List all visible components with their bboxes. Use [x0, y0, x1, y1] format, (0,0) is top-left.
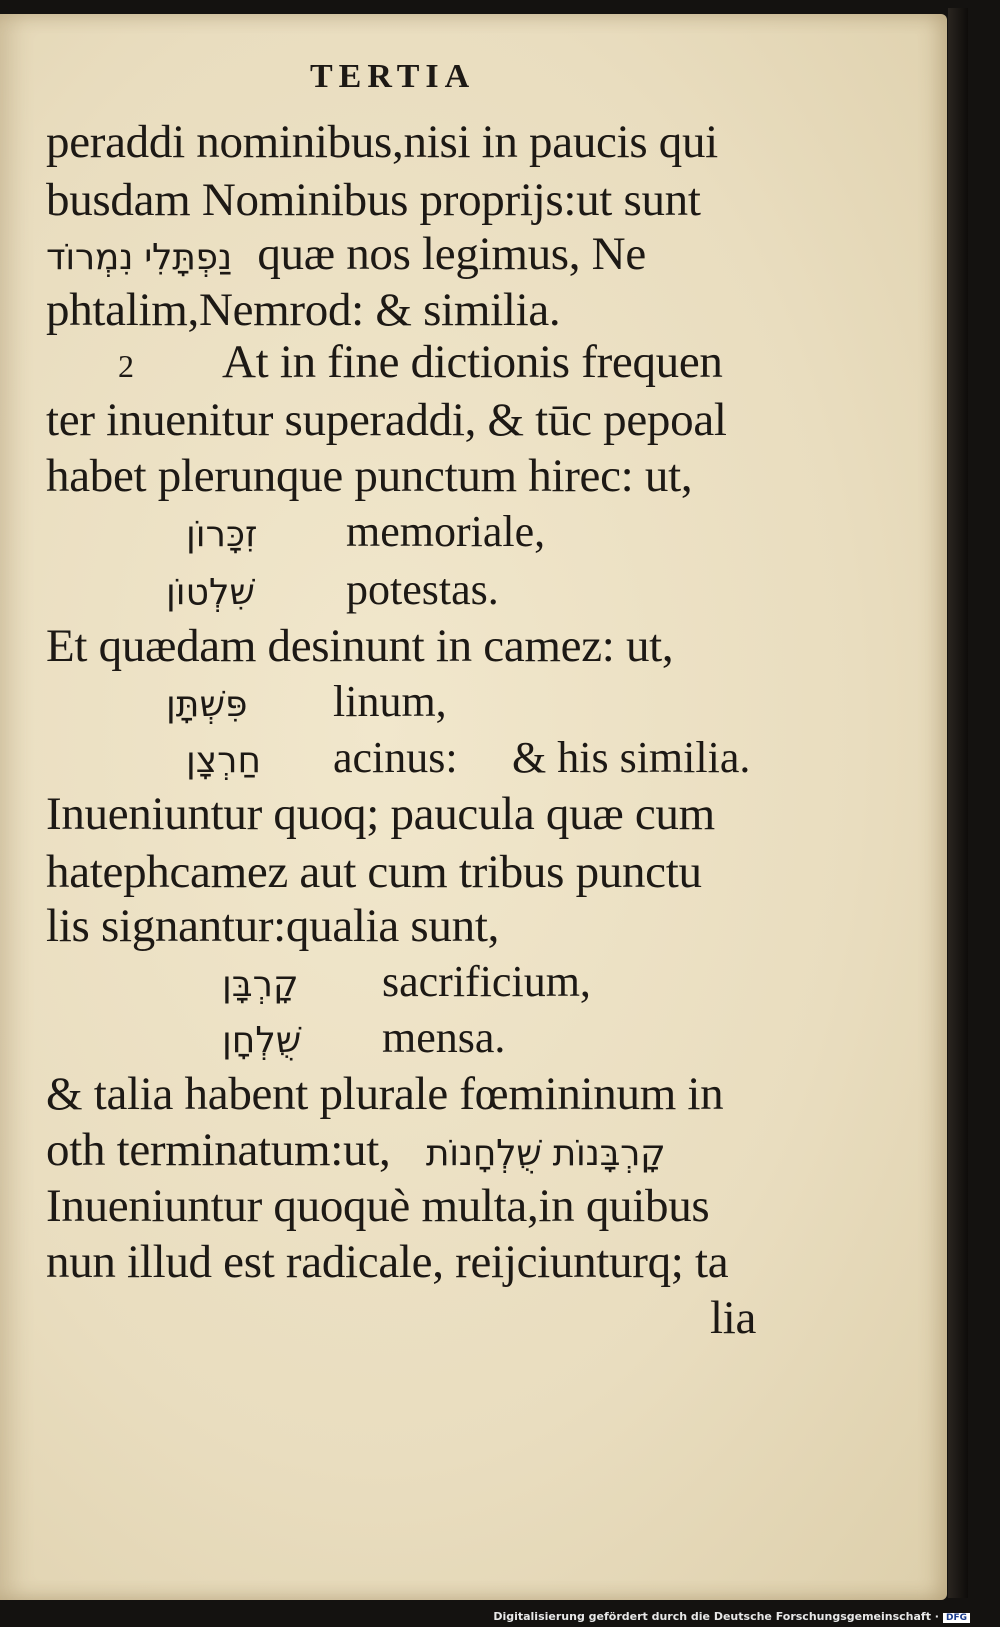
running-head: TERTIA	[310, 58, 476, 95]
text-line: & talia habent plurale fœmininum in	[46, 1068, 724, 1120]
text-line: Inueniuntur quoquè multa,in quibus	[46, 1180, 710, 1232]
text-line	[46, 1122, 665, 1182]
hebrew-names: נַפְתָּלִי נִמְרוֹד	[46, 237, 232, 278]
book-edge	[948, 8, 968, 1598]
text-line: busdam Nominibus proprijs:ut sunt	[46, 174, 701, 226]
book-page	[0, 14, 947, 1600]
hebrew-word: שִׁלְטוֹן	[166, 572, 255, 613]
hebrew-plurals: קָרְבָּנוֹת שֻׁלְחָנוֹת	[425, 1133, 666, 1174]
text-line: habet plerunque punctum hirec: ut,	[46, 450, 693, 502]
text-line: Et quædam desinunt in camez: ut,	[46, 620, 674, 672]
catchword: lia	[710, 1292, 757, 1344]
latin-gloss: potestas.	[346, 565, 499, 614]
text-line: Inueniuntur quoq; paucula quæ cum	[46, 788, 715, 840]
latin-gloss: & his similia.	[512, 733, 751, 782]
hebrew-word: פִּשְׁתָּן	[166, 684, 248, 725]
section-number: 2	[118, 348, 134, 384]
text-fragment: quæ nos legimus, Ne	[257, 228, 646, 280]
text-line	[46, 226, 646, 286]
hebrew-word: זִכָּרוֹן	[186, 514, 258, 555]
text-line: hatephcamez aut cum tribus punctu	[46, 846, 702, 898]
dfg-logo: DFG	[943, 1613, 970, 1623]
text-line: At in fine dictionis frequen	[222, 336, 723, 388]
latin-gloss: linum,	[333, 677, 447, 726]
text-fragment: oth terminatum:ut,	[46, 1124, 391, 1176]
latin-gloss: acinus:	[333, 733, 458, 782]
latin-gloss: mensa.	[382, 1013, 506, 1062]
text-line: lis signantur:qualia sunt,	[46, 900, 500, 952]
text-line: nun illud est radicale, reijciunturq; ta	[46, 1236, 729, 1288]
text-line: peraddi nominibus,nisi in paucis qui	[46, 116, 718, 168]
hebrew-word: שֻׁלְחָן	[222, 1020, 302, 1061]
digitization-credit: Digitalisierung gefördert durch die Deutsche Forschungsgemeinschaft · DFG	[493, 1610, 970, 1623]
latin-gloss: sacrificium,	[382, 957, 591, 1006]
hebrew-word: חַרְצָן	[186, 740, 262, 781]
text-line: phtalim,Nemrod: & similia.	[46, 284, 561, 336]
latin-gloss: memoriale,	[346, 507, 546, 556]
text-line: ter inuenitur superaddi, & tūc pepoal	[46, 394, 727, 446]
hebrew-word: קָרְבָּן	[222, 964, 299, 1005]
